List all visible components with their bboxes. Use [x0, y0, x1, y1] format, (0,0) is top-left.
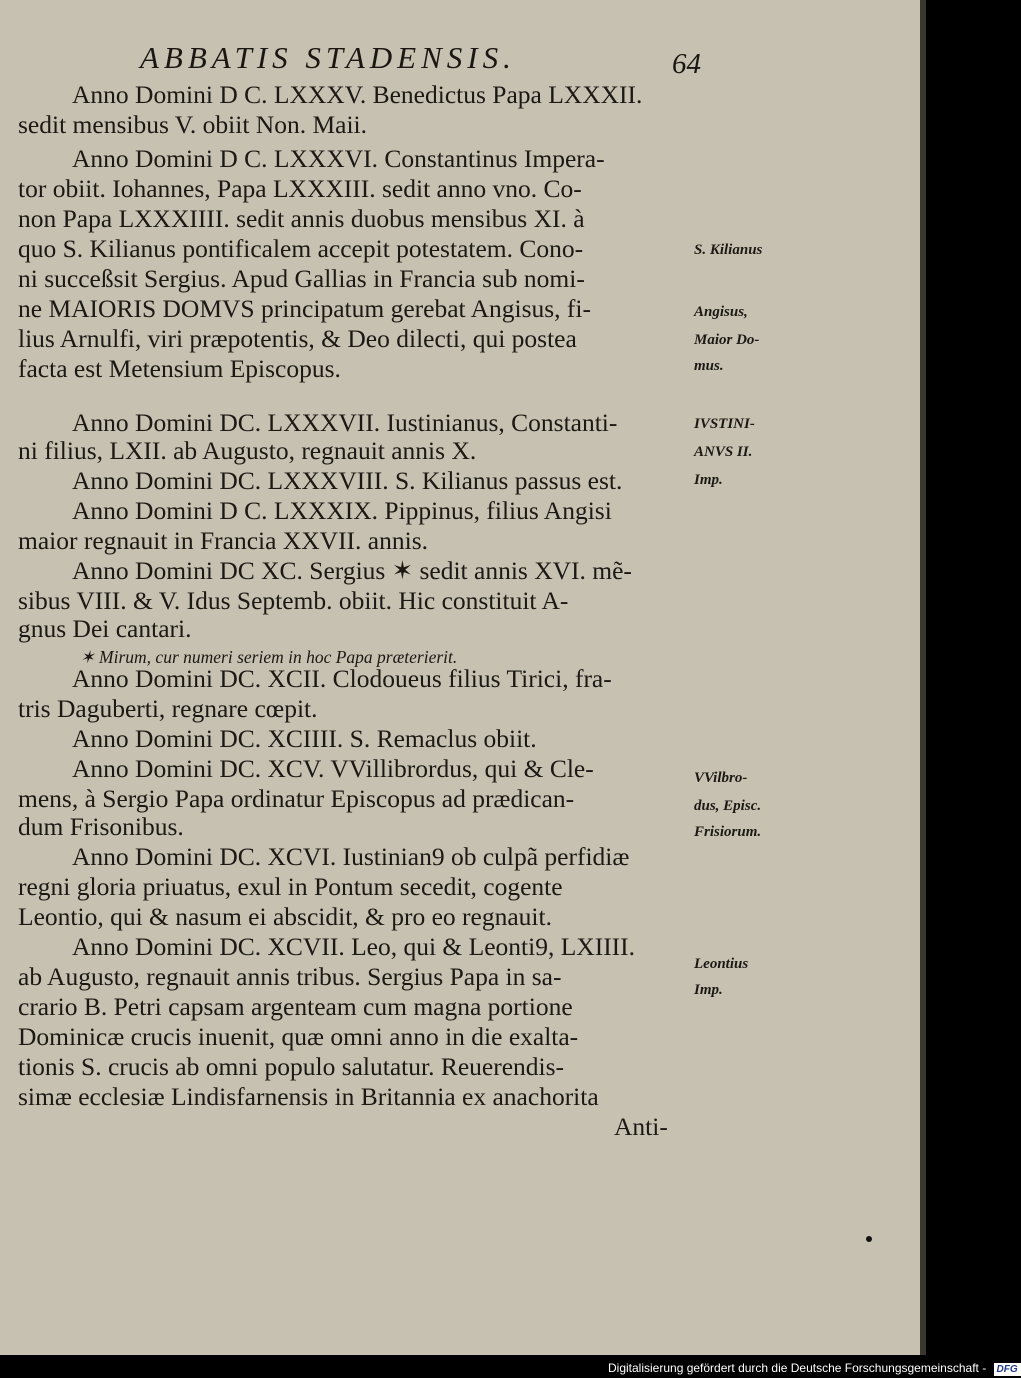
text-line: Anno Domini DC. XCVII. Leo, qui & Leonti9, LXIIII.: [72, 932, 636, 961]
running-title: ABBATIS STADENSIS.: [140, 40, 516, 75]
text-line: Anno Domini DC. LXXXVIII. S. Kilianus passus est.: [72, 466, 623, 495]
footer-credit-text: Digitalisierung gefördert durch die Deutsche Forschungsgemeinschaft -: [608, 1361, 987, 1375]
text-line: quo S. Kilianus pontificalem accepit potestatem. Cono-: [18, 234, 584, 263]
text-line: maior regnauit in Francia XXVII. annis.: [18, 526, 429, 555]
text-line: Anno Domini DC. LXXXVII. Iustinianus, Constanti-: [72, 408, 618, 437]
text-line: ab Augusto, regnauit annis tribus. Sergius Papa in sa-: [18, 962, 562, 991]
catchword: Anti-: [614, 1112, 668, 1141]
margin-note: dus, Episc.: [694, 798, 762, 814]
margin-note: Imp.: [694, 472, 723, 488]
margin-note: IVSTINI-: [694, 416, 755, 432]
text-line: Anno Domini D C. LXXXV. Benedictus Papa LXXXII.: [72, 80, 643, 109]
text-line: sedit mensibus V. obiit Non. Maii.: [18, 110, 367, 139]
margin-note: Angisus,: [694, 304, 748, 320]
text-line: Anno Domini D C. LXXXIX. Pippinus, filius Angisi: [72, 496, 612, 525]
footnote-line: ✶ Mirum, cur numeri seriem in hoc Papa præterierit.: [80, 647, 458, 667]
text-line: regni gloria priuatus, exul in Pontum secedit, cogente: [18, 872, 563, 901]
text-line: crario B. Petri capsam argenteam cum magna portione: [18, 992, 573, 1021]
margin-note: VVilbro-: [694, 770, 748, 786]
margin-note: Frisiorum.: [694, 824, 762, 840]
text-line: ne MAIORIS DOMVS principatum gerebat Angisus, fi-: [18, 294, 591, 323]
text-line: tris Daguberti, regnare cœpit.: [18, 694, 318, 723]
text-line: gnus Dei cantari.: [18, 614, 192, 643]
page-speck: [866, 1236, 872, 1242]
text-line: sibus VIII. & V. Idus Septemb. obiit. Hic constituit A-: [18, 586, 569, 615]
margin-note: Imp.: [694, 982, 723, 998]
text-line: tionis S. crucis ab omni populo salutatur. Reuerendis-: [18, 1052, 565, 1081]
text-line: Anno Domini DC XC. Sergius ✶ sedit annis XVI. mẽ-: [72, 556, 632, 585]
text-line: Dominicæ crucis inuenit, quæ omni anno in die exalta-: [18, 1022, 579, 1051]
text-line: lius Arnulfi, viri præpotentis, & Deo dilecti, qui postea: [18, 324, 577, 353]
footer-credit: [608, 1360, 1021, 1376]
text-line: tor obiit. Iohannes, Papa LXXXIII. sedit anno vno. Co-: [18, 174, 582, 203]
text-line: facta est Metensium Episcopus.: [18, 354, 341, 383]
text-line: Anno Domini D C. LXXXVI. Constantinus Impera-: [72, 144, 605, 173]
page-number: 64: [672, 48, 701, 80]
text-line: ni succeßsit Sergius. Apud Gallias in Francia sub nomi-: [18, 264, 585, 293]
text-line: mens, à Sergio Papa ordinatur Episcopus ad prædican-: [18, 784, 575, 813]
text-line: Anno Domini DC. XCV. VVillibrordus, qui & Cle-: [72, 754, 594, 783]
text-line: simæ ecclesiæ Lindisfarnensis in Britannia ex anachorita: [18, 1082, 599, 1111]
text-line: Anno Domini DC. XCIIII. S. Remaclus obiit.: [72, 724, 537, 753]
text-line: dum Frisonibus.: [18, 812, 184, 841]
text-line: Anno Domini DC. XCII. Clodoueus filius Tirici, fra-: [72, 664, 612, 693]
text-line: Leontio, qui & nasum ei abscidit, & pro eo regnauit.: [18, 902, 552, 931]
text-line: ni filius, LXII. ab Augusto, regnauit annis X.: [18, 436, 477, 465]
page-edge-shadow: [920, 0, 926, 1355]
margin-note: Maior Do-: [694, 332, 760, 348]
dfg-logo: DFG: [994, 1363, 1021, 1376]
margin-note: ANVS II.: [694, 444, 753, 460]
margin-note: S. Kilianus: [694, 242, 763, 258]
margin-note: mus.: [694, 358, 724, 374]
margin-note: Leontius: [694, 956, 749, 972]
text-line: Anno Domini DC. XCVI. Iustinian9 ob culpã perfidiæ: [72, 842, 630, 871]
text-line: non Papa LXXXIIII. sedit annis duobus mensibus XI. à: [18, 204, 585, 233]
